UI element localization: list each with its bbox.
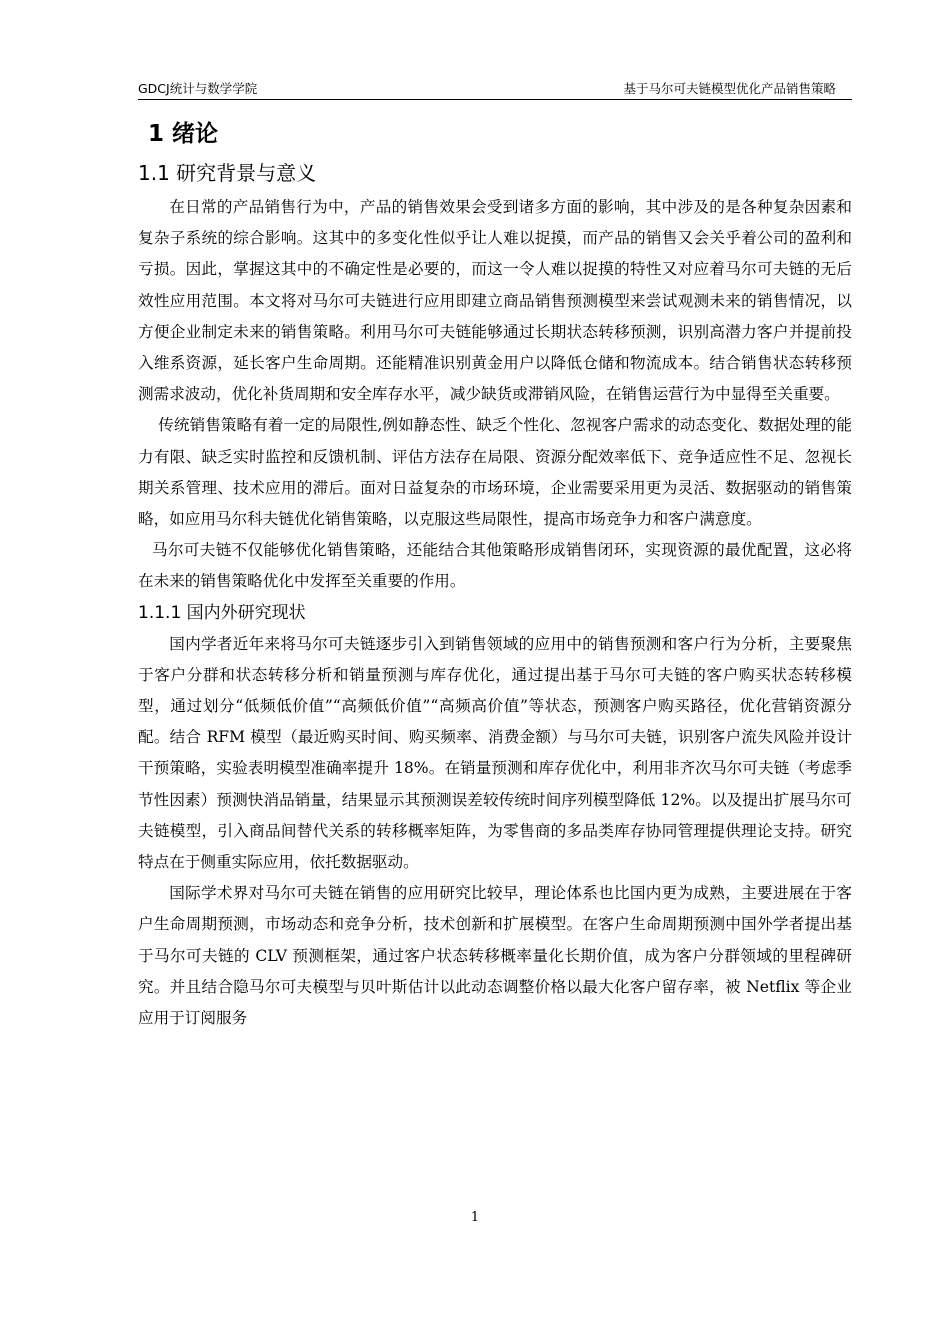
header-right-text: 基于马尔可夫链模型优化产品销售策略 — [623, 81, 836, 96]
body-paragraph: 马尔可夫链不仅能够优化销售策略，还能结合其他策略形成销售闭环，实现资源的最优配置，这必将在未来的销售策略优化中发挥至关重要的作用。 — [138, 541, 852, 591]
body-paragraph: 传统销售策略有着一定的局限性,例如静态性、缺乏个性化、忽视客户需求的动态变化、数据处理的能力有限、缺乏实时监控和反馈机制、评估方法存在局限、资源分配效率低下、竞争适应性不足、忽视长期关系管理、技术应用的滞后。面对日益复杂的市场环境，企业需要采用更为灵活、数据驱动的销售策略，如应用马尔科夫链优化销售策略，以克服这些局限性，提高市场竞争力和客户满意度。 — [138, 416, 852, 529]
body-paragraph: 在日常的产品销售行为中，产品的销售效果会受到诸多方面的影响，其中涉及的是各种复杂因素和复杂子系统的综合影响。这其中的多变化性似乎让人难以捉摸，而产品的销售又会关乎着公司的盈利和亏损。因此，掌握这其中的不确定性是必要的，而这一令人难以捉摸的特性又对应着马尔可夫链的无后效性应用范围。本文将对马尔可夫链进行应用即建立商品销售预测模型来尝试观测未来的销售情况，以方便企业制定未来的销售策略。利用马尔可夫链能够通过长期状态转移预测，识别高潜力客户并提前投入维系资源，延长客户生命周期。还能精准识别黄金用户以降低仓储和物流成本。结合销售状态转移预测需求波动，优化补货周期和安全库存水平，减少缺货或滞销风险，在销售运营行为中显得至关重要。 — [138, 198, 852, 404]
body-paragraph: 国际学术界对马尔可夫链在销售的应用研究比较早，理论体系也比国内更为成熟，主要进展在于客户生命周期预测，市场动态和竞争分析，技术创新和扩展模型。在客户生命周期预测中国外学者提出基于马尔可夫链的 CLV 预测框架，通过客户状态转移概率量化长期价值，成为客户分群领域的里程碑研究。并且结合隐马尔可夫模型与贝叶斯估计以此动态调整价格以最大化客户留存率，被 Netflix 等企业应用于订阅服务 — [138, 884, 852, 1028]
page-content — [138, 118, 852, 1034]
page-number: 1 — [470, 1210, 480, 1225]
section-title: 1.1 研究背景与意义 — [138, 161, 317, 185]
chapter-title: 1 绪论 — [148, 121, 219, 147]
page-header — [138, 79, 852, 100]
header-left-text: GDCJ统计与数学学院 — [138, 81, 258, 96]
body-paragraph: 国内学者近年来将马尔可夫链逐步引入到销售领域的应用中的销售预测和客户行为分析，主要聚焦于客户分群和状态转移分析和销量预测与库存优化，通过提出基于马尔可夫链的客户购买状态转移模型，通过划分“低频低价值”“高频低价值”“高频高价值”等状态，预测客户购买路径，优化营销资源分配。结合 RFM 模型（最近购买时间、购买频率、消费金额）与马尔可夫链，识别客户流失风险并设计干预策略，实验表明模型准确率提升 18%。在销量预测和库存优化中，利用非齐次马尔可夫链（考虑季节性因素）预测快消品销量，结果显示其预测误差较传统时间序列模型降低 12%。以及提出扩展马尔可夫链模型，引入商品间替代关系的转移概率矩阵，为零售商的多品类库存协同管理提供理论支持。研究特点在于侧重实际应用，依托数据驱动。 — [138, 634, 852, 872]
subsection-title: 1.1.1 国内外研究现状 — [138, 602, 306, 623]
